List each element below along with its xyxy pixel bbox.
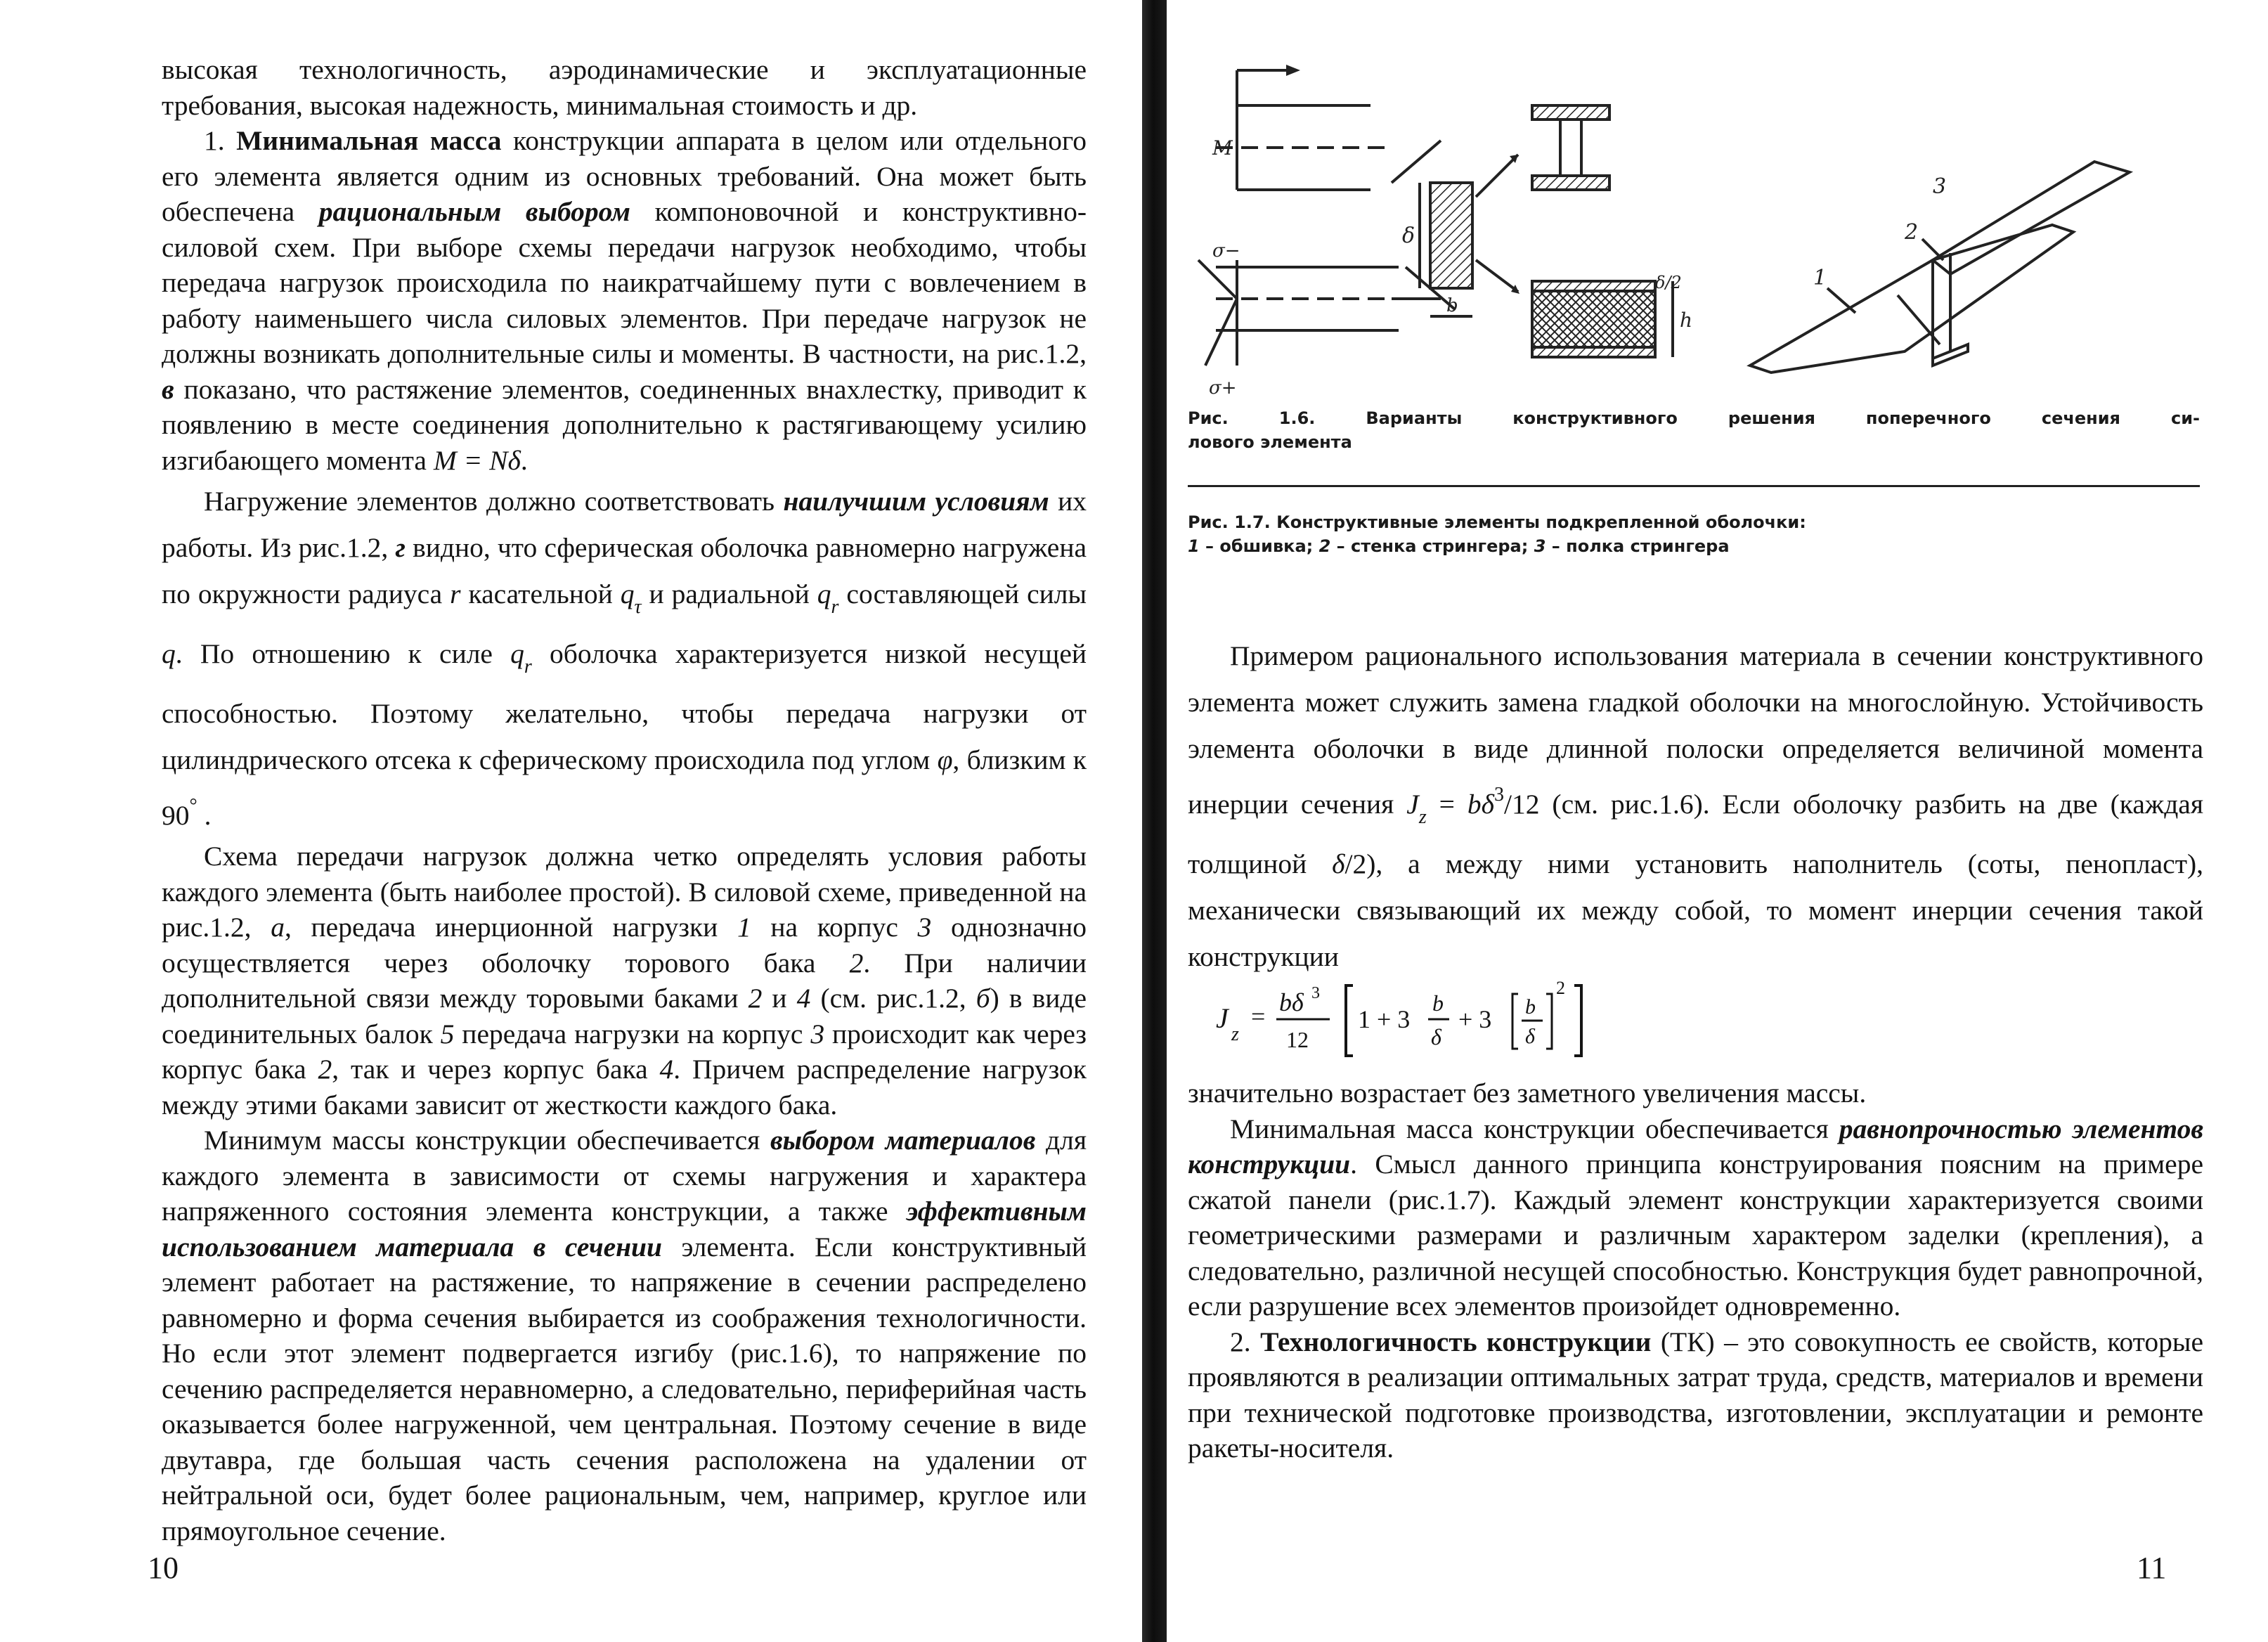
formula-frac-b: b [1525,995,1536,1019]
caption-word: Рис. [1188,408,1229,428]
sandwich-bottom-skin [1532,347,1655,357]
text-run: показано, что растяжение элементов, соединенных внахлестку, приводит к появлению в месте соединения дополнительно к растягивающему усилию изгибающего момента [162,373,1087,476]
caption-word: Варианты [1366,408,1463,428]
sandwich-top-skin [1532,281,1655,291]
text-run: передача нагрузки на корпус [454,1018,811,1049]
caption-word: решения [1728,408,1815,428]
label-h: h [1680,309,1693,332]
styled-run: б [976,983,990,1014]
caption-divider [1188,485,2200,487]
styled-run: Технологичность конструкции [1260,1326,1652,1357]
arrow-head [1286,65,1300,76]
legend-number: 1 [1188,536,1200,556]
label-sigma-plus: σ+ [1209,377,1237,399]
caption-legend [1188,534,2200,558]
text-run: касательной [460,578,621,609]
styled-run: 3 [917,912,932,943]
i-beam-web [1560,119,1581,176]
stress-triangle-bottom [1205,299,1237,366]
text-run: , передача инерционной нагрузки [284,912,737,943]
styled-run: τ [634,596,642,618]
caption-word: конструктивного [1512,408,1678,428]
styled-run: 4 [659,1054,674,1085]
text-run: компоновочной и конструктивно-силовой схем. При выборе схемы передачи нагрузок необходимо, чтобы передача нагрузок происходила по наикратчайшему пути с вовлечением в работу наименьшего числа силовых элементов. При передаче нагрузок не должны возникать дополнительные силы и моменты. В частности, на рис.1.2, [162,196,1087,369]
styled-run: эффективным использованием материала в сечении [162,1196,1087,1262]
arrow-line [1392,141,1441,183]
text-run: = [1426,789,1467,820]
text-run: высокая технологичность, аэродинамические и эксплуатационные требования, высокая надежность, минимальная стоимость и др. [162,54,1087,121]
right-page [1167,0,2268,1642]
label-m: M [1212,136,1233,160]
leader-line [1827,288,1855,313]
formula-eq: = [1251,1002,1266,1030]
styled-run: r [524,656,532,678]
styled-run: z [1418,806,1427,828]
styled-run: равнопрочностью элементов конструкции [1188,1113,2204,1179]
caption-first-line [1188,406,2200,430]
paragraph [1188,633,2203,980]
figure-1-7-caption [1188,510,2200,558]
stringer-flange [1933,162,2130,274]
bracket-left [1346,985,1353,1056]
formula-lhs-sub: z [1231,1023,1239,1045]
bracket-paren-right [1546,994,1552,1049]
bracket-right [1574,985,1581,1056]
i-beam-bottom-flange [1532,176,1609,190]
text-run: составляющей силы [838,578,1087,609]
i-beam-top-flange [1532,105,1609,119]
formula-one-plus: 1 + 3 [1358,1005,1411,1033]
figure-1-6-caption [1188,406,2200,454]
styled-run: выбором материалов [770,1125,1036,1156]
label-3: 3 [1933,174,1947,199]
text-run: значительно возрастает без заметного увеличения массы. [1188,1078,1867,1108]
text-run: происходит как через корпус бака [162,1018,1087,1085]
text-run: элемента. Если конструктивный элемент работает на растяжение, то напряжение в сечении распределено равномерно и форма сечения выбирается из соображения технологичности. Но если этот элемент подвергается изгибу (рис.1.6), то напряжение по сечению распределяется неравномерно, а следовательно, периферийная часть оказывается более нагруженной, чем центральная. Поэтому сечение в виде двутавра, где большая часть сечения расположена на удалении от нейтральной оси, будет более рациональным, чем, например, круглое или прямоугольное сечение. [162,1231,1087,1546]
label-delta-half: δ/2 [1655,273,1682,292]
text-run: , близким к 90 [162,744,1087,831]
formula-lhs: J [1216,1002,1229,1034]
caption-word: 1.6. [1278,408,1316,428]
styled-run: q [620,578,635,609]
caption-word: сечения [2041,408,2120,428]
formula-num-sup: 3 [1311,984,1320,1002]
text-run: 1. [204,125,237,156]
styled-run: наилучшим условиям [783,486,1049,517]
sandwich-core [1532,291,1655,347]
styled-run: Минимальная масса [236,125,502,156]
paragraph [1188,1075,2203,1111]
paragraph [162,123,1087,478]
legend-number: 3 [1534,536,1546,556]
label-1: 1 [1813,266,1827,290]
text-run: на корпус [751,912,918,943]
formula-den: 12 [1286,1027,1309,1052]
text-run: , так и через корпус бака [332,1054,660,1085]
paragraph [162,52,1087,123]
paragraph [162,478,1087,839]
rectangle-section [1430,183,1472,288]
label-2: 2 [1905,220,1919,245]
text-run: и [762,983,797,1014]
arrow-line [1476,155,1518,197]
text-run: . [520,444,528,476]
styled-run: а [271,912,285,943]
figure-1-6-and-1-7 [1188,49,2200,401]
shell-skin [1750,225,2073,373]
formula-plus3: + 3 [1458,1005,1492,1033]
text-run: . Смысл данного принципа конструирования поясним на примере сжатой панели (рис.1.7). Каждый элемент конструкции характеризуется своими геометрическими размерами и различным характером заделки (крепления), а следовательно, различной несущей способностью. Конструкция будет равнопрочной, если разрушение всех элементов произойдет одновременно. [1188,1149,2203,1321]
text-run: . Причем распределение нагрузок между этими баками зависит от жесткости каждого бака. [162,1054,1087,1120]
text-run: . По отношению к силе [175,638,511,669]
styled-run: r [450,578,461,609]
styled-run: в [162,373,174,405]
styled-run: 5 [440,1018,455,1049]
arrow-line [1476,260,1518,292]
page-number: 11 [2137,1551,2167,1585]
legend-text: – обшивка; [1199,536,1319,556]
right-page-text-continued [1188,1075,2203,1466]
text-run: для каждого элемента в зависимости от схемы нагружения и характера напряженного состояния элемента конструкции, а также [162,1125,1087,1227]
styled-run: r [831,596,839,618]
styled-run: bδ [1467,789,1494,820]
styled-run: 3 [810,1018,825,1049]
page-number: 10 [148,1551,179,1585]
formula-frac-d: δ [1525,1025,1535,1048]
text-run: Примером рационального использования материала в сечении конструктивного элемента может служить замена гладкой оболочки на многослойную. Устойчивость элемента оболочки в виде длинной полоски определяется величиной момента инерции сечения [1188,640,2203,820]
text-run: . При наличии дополнительной связи между торовыми баками [162,947,1087,1014]
text-run: однозначно осуществляется через оболочку торового бака [162,912,1087,978]
text-run: 2. [1230,1326,1261,1357]
text-run: ) в виде соединительных балок [162,983,1087,1049]
caption-second-line: лового элемента [1188,432,1352,452]
text-run: Нагружение элементов должно соответствовать [204,486,784,517]
text-run: Минимальная масса конструкции обеспечивается [1230,1113,1839,1144]
text-run: видно, что сферическая оболочка равномерно нагружена по окружности радиуса [162,532,1087,609]
text-run: и радиальной [641,578,817,609]
text-run: Схема передачи нагрузок должна четко определять условия работы каждого элемента (быть наиболее простой). В силовой схеме, приведенной на рис.1.2, [162,841,1087,943]
leader-line [1922,239,1943,260]
right-page-text [1188,633,2203,980]
formula-power: 2 [1556,978,1565,998]
styled-run: δ [1332,848,1345,879]
styled-run: рациональным выбором [318,196,630,227]
styled-run: M = Nδ [433,444,521,476]
styled-run: ° [189,795,197,817]
caption-word: си- [2170,408,2200,428]
formula-frac-b: b [1432,990,1444,1016]
moment-of-inertia-formula [1209,978,1715,1063]
text-run: /2), а между ними установить наполнитель (соты, пенопласт), механически связывающий их между собой, то момент инерции сечения такой конструкции [1188,848,2203,972]
formula-num: bδ [1279,988,1304,1016]
text-run: оболочка характеризуется низкой несущей способностью. Поэтому желательно, чтобы передача нагрузки от цилиндрического отсека к сферическому происходила под углом [162,638,1087,775]
styled-run: 2 [318,1054,332,1085]
bracket-paren-left [1512,994,1518,1049]
styled-run: q [817,578,831,609]
label-b: b [1446,295,1458,316]
styled-run: 2 [849,947,864,978]
legend-text: – полка стрингера [1546,536,1730,556]
styled-run: 4 [796,983,811,1014]
book-gutter [1142,0,1167,1642]
paragraph [162,1123,1087,1549]
caption-word: поперечного [1865,408,1991,428]
text-run: /12 (см. рис.1.6). Если оболочку разбить на две (каждая толщиной [1188,789,2203,879]
styled-run: q [510,638,524,669]
legend-text: – стенка стрингера; [1330,536,1534,556]
legend-number: 2 [1318,536,1331,556]
styled-run: 3 [1494,784,1504,806]
text-run: (см. рис.1.2, [810,983,976,1014]
formula-frac-d: δ [1431,1024,1441,1049]
caption-title: Рис. 1.7. Конструктивные элементы подкрепленной оболочки: [1188,512,1806,532]
styled-run: 1 [737,912,751,943]
styled-run: J [1406,789,1419,820]
text-run: Минимум массы конструкции обеспечивается [204,1125,770,1156]
paragraph [1188,1324,2203,1466]
figure-drawing [1188,49,2200,401]
label-sigma-minus: σ− [1212,240,1240,261]
label-delta: δ [1402,224,1415,248]
styled-run: q [162,638,176,669]
styled-run: г [395,532,406,563]
paragraph [162,839,1087,1123]
paragraph [1188,1111,2203,1324]
text-run: . [197,800,212,831]
text-run: (ТК) – это совокупность ее свойств, которые проявляются в реализации оптимальных затрат труда, средств, материалов и времени при технической подготовке производства, изготовлении, эксплуатации и ремонте ракеты-носителя. [1188,1326,2203,1463]
text-run: их работы. Из рис.1.2, [162,486,1087,563]
styled-run: φ [937,744,953,775]
left-page-text [162,52,1087,1549]
styled-run: 2 [748,983,763,1014]
text-run: конструкции аппарата в целом или отдельного его элемента является одним из основных требований. Она может быть обеспечена [162,125,1087,227]
